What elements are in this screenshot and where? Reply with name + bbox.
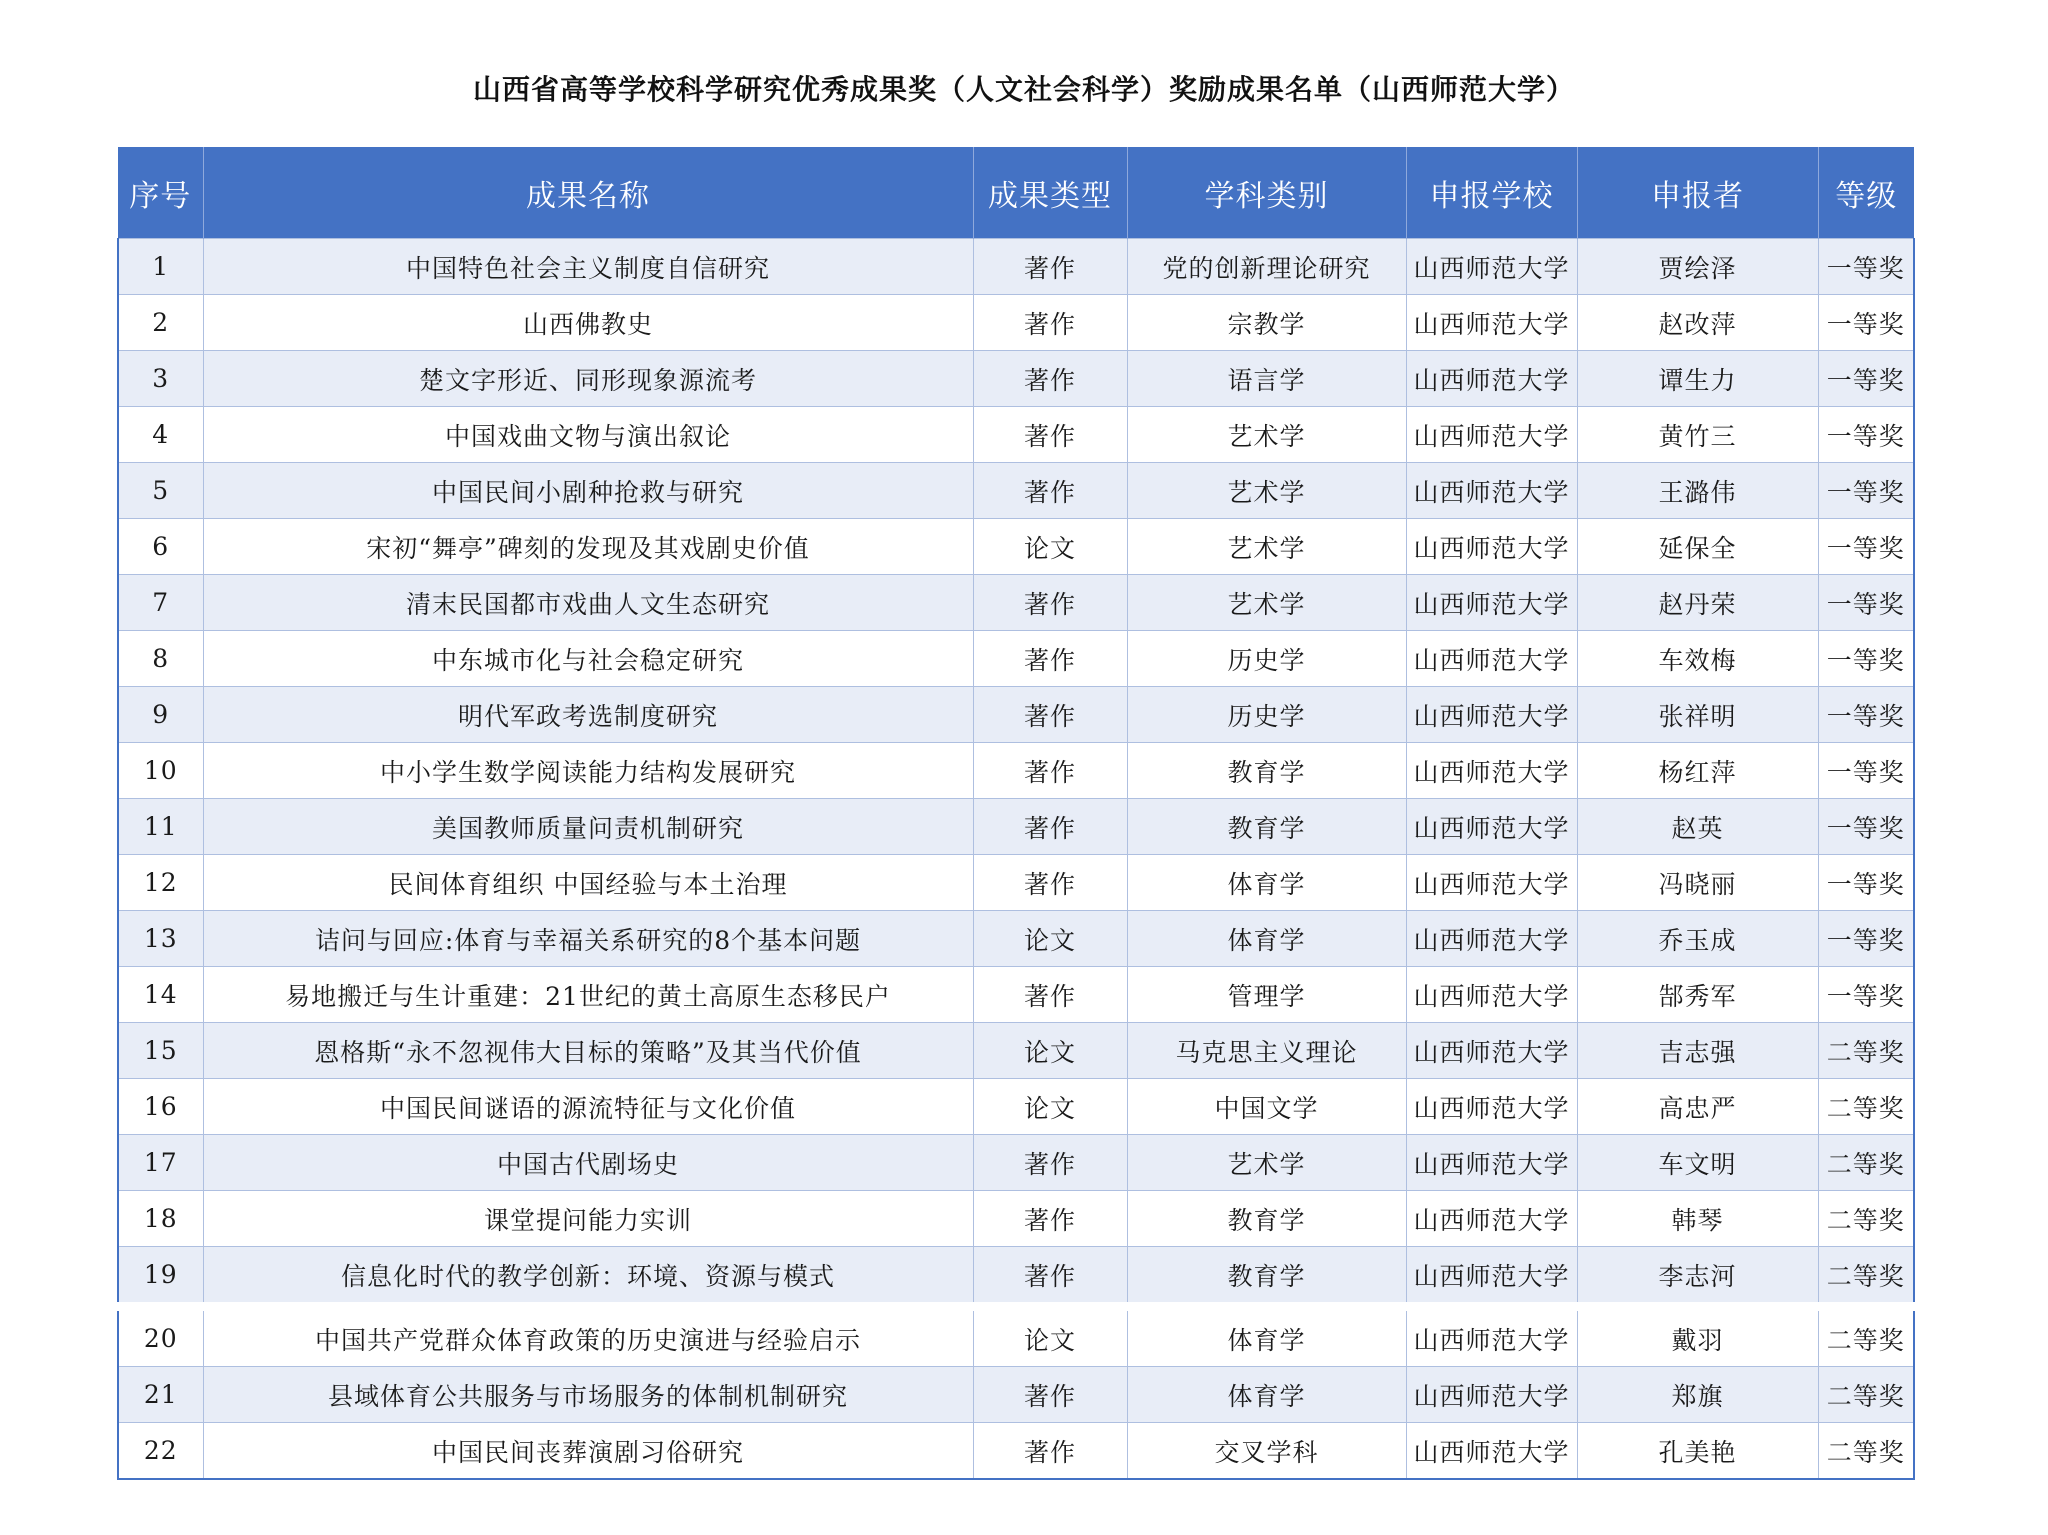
cell-school: 山西师范大学	[1406, 1023, 1577, 1079]
cell-name: 信息化时代的教学创新：环境、资源与模式	[203, 1247, 973, 1307]
cell-discipline: 体育学	[1127, 911, 1406, 967]
cell-level: 一等奖	[1818, 743, 1914, 799]
cell-type: 著作	[973, 855, 1127, 911]
cell-name: 中国民间谜语的源流特征与文化价值	[203, 1079, 973, 1135]
cell-name: 美国教师质量问责机制研究	[203, 799, 973, 855]
cell-level: 一等奖	[1818, 855, 1914, 911]
cell-applicant: 吉志强	[1577, 1023, 1818, 1079]
cell-applicant: 延保全	[1577, 519, 1818, 575]
cell-discipline: 教育学	[1127, 1191, 1406, 1247]
cell-applicant: 赵改萍	[1577, 295, 1818, 351]
cell-type: 著作	[973, 239, 1127, 295]
cell-discipline: 历史学	[1127, 631, 1406, 687]
cell-applicant: 戴羽	[1577, 1307, 1818, 1367]
cell-type: 论文	[973, 1023, 1127, 1079]
table-row	[118, 967, 1914, 1023]
cell-index: 17	[118, 1135, 203, 1191]
cell-type: 著作	[973, 687, 1127, 743]
cell-level: 一等奖	[1818, 967, 1914, 1023]
cell-discipline: 马克思主义理论	[1127, 1023, 1406, 1079]
cell-name: 楚文字形近、同形现象源流考	[203, 351, 973, 407]
table-row	[118, 463, 1914, 519]
cell-discipline: 交叉学科	[1127, 1423, 1406, 1480]
cell-name: 中国特色社会主义制度自信研究	[203, 239, 973, 295]
cell-name: 宋初“舞亭”碑刻的发现及其戏剧史价值	[203, 519, 973, 575]
cell-school: 山西师范大学	[1406, 1135, 1577, 1191]
cell-name: 明代军政考选制度研究	[203, 687, 973, 743]
cell-applicant: 车效梅	[1577, 631, 1818, 687]
cell-level: 二等奖	[1818, 1423, 1914, 1480]
column-header-discipline: 学科类别	[1127, 147, 1406, 239]
cell-applicant: 黄竹三	[1577, 407, 1818, 463]
cell-name: 中国民间丧葬演剧习俗研究	[203, 1423, 973, 1480]
cell-applicant: 赵丹荣	[1577, 575, 1818, 631]
cell-school: 山西师范大学	[1406, 463, 1577, 519]
cell-discipline: 党的创新理论研究	[1127, 239, 1406, 295]
cell-index: 13	[118, 911, 203, 967]
cell-type: 论文	[973, 911, 1127, 967]
cell-name: 中国共产党群众体育政策的历史演进与经验启示	[203, 1307, 973, 1367]
cell-school: 山西师范大学	[1406, 575, 1577, 631]
cell-school: 山西师范大学	[1406, 519, 1577, 575]
cell-index: 16	[118, 1079, 203, 1135]
table-row	[118, 575, 1914, 631]
cell-applicant: 车文明	[1577, 1135, 1818, 1191]
cell-name: 恩格斯“永不忽视伟大目标的策略”及其当代价值	[203, 1023, 973, 1079]
cell-discipline: 教育学	[1127, 743, 1406, 799]
cell-index: 4	[118, 407, 203, 463]
cell-level: 一等奖	[1818, 351, 1914, 407]
cell-school: 山西师范大学	[1406, 239, 1577, 295]
cell-discipline: 体育学	[1127, 855, 1406, 911]
cell-level: 一等奖	[1818, 631, 1914, 687]
cell-name: 中国戏曲文物与演出叙论	[203, 407, 973, 463]
cell-index: 1	[118, 239, 203, 295]
cell-school: 山西师范大学	[1406, 1423, 1577, 1480]
cell-applicant: 冯晓丽	[1577, 855, 1818, 911]
cell-discipline: 艺术学	[1127, 575, 1406, 631]
cell-discipline: 艺术学	[1127, 519, 1406, 575]
cell-discipline: 管理学	[1127, 967, 1406, 1023]
table-row	[118, 1079, 1914, 1135]
column-header-level: 等级	[1818, 147, 1914, 239]
cell-school: 山西师范大学	[1406, 295, 1577, 351]
cell-name: 中东城市化与社会稳定研究	[203, 631, 973, 687]
cell-school: 山西师范大学	[1406, 351, 1577, 407]
table-row	[118, 1247, 1914, 1307]
table-header	[118, 147, 1914, 239]
cell-school: 山西师范大学	[1406, 1247, 1577, 1307]
cell-name: 山西佛教史	[203, 295, 973, 351]
cell-type: 论文	[973, 519, 1127, 575]
cell-index: 7	[118, 575, 203, 631]
table-row	[118, 1307, 1914, 1367]
cell-school: 山西师范大学	[1406, 743, 1577, 799]
cell-level: 二等奖	[1818, 1135, 1914, 1191]
cell-index: 6	[118, 519, 203, 575]
cell-discipline: 体育学	[1127, 1307, 1406, 1367]
cell-name: 诘问与回应:体育与幸福关系研究的8个基本问题	[203, 911, 973, 967]
cell-type: 著作	[973, 407, 1127, 463]
cell-type: 著作	[973, 799, 1127, 855]
column-header-school: 申报学校	[1406, 147, 1577, 239]
cell-type: 著作	[973, 631, 1127, 687]
cell-name: 中国民间小剧种抢救与研究	[203, 463, 973, 519]
cell-name: 中国古代剧场史	[203, 1135, 973, 1191]
cell-type: 著作	[973, 743, 1127, 799]
table-row	[118, 295, 1914, 351]
cell-applicant: 乔玉成	[1577, 911, 1818, 967]
table-row	[118, 1023, 1914, 1079]
cell-applicant: 韩琴	[1577, 1191, 1818, 1247]
cell-discipline: 艺术学	[1127, 1135, 1406, 1191]
table-row	[118, 687, 1914, 743]
cell-index: 2	[118, 295, 203, 351]
cell-school: 山西师范大学	[1406, 967, 1577, 1023]
cell-type: 著作	[973, 1247, 1127, 1307]
cell-type: 著作	[973, 1423, 1127, 1480]
cell-level: 二等奖	[1818, 1247, 1914, 1307]
cell-level: 二等奖	[1818, 1191, 1914, 1247]
cell-type: 著作	[973, 295, 1127, 351]
cell-school: 山西师范大学	[1406, 1367, 1577, 1423]
cell-level: 一等奖	[1818, 519, 1914, 575]
cell-index: 11	[118, 799, 203, 855]
table-row	[118, 519, 1914, 575]
table-row	[118, 1135, 1914, 1191]
cell-type: 著作	[973, 967, 1127, 1023]
cell-school: 山西师范大学	[1406, 407, 1577, 463]
table-row	[118, 239, 1914, 295]
cell-discipline: 体育学	[1127, 1367, 1406, 1423]
cell-discipline: 宗教学	[1127, 295, 1406, 351]
cell-level: 二等奖	[1818, 1079, 1914, 1135]
cell-discipline: 教育学	[1127, 1247, 1406, 1307]
cell-type: 论文	[973, 1307, 1127, 1367]
cell-level: 一等奖	[1818, 463, 1914, 519]
table-row	[118, 631, 1914, 687]
cell-index: 21	[118, 1367, 203, 1423]
cell-name: 清末民国都市戏曲人文生态研究	[203, 575, 973, 631]
header-row	[118, 147, 1914, 239]
cell-level: 一等奖	[1818, 687, 1914, 743]
cell-applicant: 谭生力	[1577, 351, 1818, 407]
cell-applicant: 赵英	[1577, 799, 1818, 855]
cell-applicant: 高忠严	[1577, 1079, 1818, 1135]
cell-level: 二等奖	[1818, 1023, 1914, 1079]
cell-school: 山西师范大学	[1406, 1191, 1577, 1247]
column-header-index: 序号	[118, 147, 203, 239]
cell-type: 著作	[973, 1367, 1127, 1423]
cell-name: 民间体育组织 中国经验与本土治理	[203, 855, 973, 911]
cell-level: 一等奖	[1818, 799, 1914, 855]
cell-applicant: 孔美艳	[1577, 1423, 1818, 1480]
cell-level: 一等奖	[1818, 911, 1914, 967]
cell-index: 14	[118, 967, 203, 1023]
cell-type: 论文	[973, 1079, 1127, 1135]
cell-name: 县域体育公共服务与市场服务的体制机制研究	[203, 1367, 973, 1423]
cell-index: 10	[118, 743, 203, 799]
cell-index: 18	[118, 1191, 203, 1247]
page-title: 山西省高等学校科学研究优秀成果奖（人文社会科学）奖励成果名单（山西师范大学）	[472, 73, 1575, 106]
cell-index: 22	[118, 1423, 203, 1480]
cell-level: 一等奖	[1818, 407, 1914, 463]
cell-name: 易地搬迁与生计重建：21世纪的黄土高原生态移民户	[203, 967, 973, 1023]
column-header-type: 成果类型	[973, 147, 1127, 239]
cell-applicant: 郜秀军	[1577, 967, 1818, 1023]
cell-discipline: 历史学	[1127, 687, 1406, 743]
cell-name: 中小学生数学阅读能力结构发展研究	[203, 743, 973, 799]
cell-index: 12	[118, 855, 203, 911]
cell-school: 山西师范大学	[1406, 1307, 1577, 1367]
cell-applicant: 张祥明	[1577, 687, 1818, 743]
cell-applicant: 贾绘泽	[1577, 239, 1818, 295]
table-row	[118, 407, 1914, 463]
cell-school: 山西师范大学	[1406, 631, 1577, 687]
cell-index: 19	[118, 1247, 203, 1307]
table-row	[118, 799, 1914, 855]
cell-type: 著作	[973, 1191, 1127, 1247]
cell-school: 山西师范大学	[1406, 799, 1577, 855]
cell-level: 二等奖	[1818, 1307, 1914, 1367]
cell-index: 15	[118, 1023, 203, 1079]
cell-index: 8	[118, 631, 203, 687]
cell-applicant: 郑旗	[1577, 1367, 1818, 1423]
table-row	[118, 1191, 1914, 1247]
cell-applicant: 王潞伟	[1577, 463, 1818, 519]
cell-type: 著作	[973, 1135, 1127, 1191]
cell-discipline: 艺术学	[1127, 407, 1406, 463]
cell-applicant: 李志河	[1577, 1247, 1818, 1307]
cell-school: 山西师范大学	[1406, 1079, 1577, 1135]
cell-index: 5	[118, 463, 203, 519]
cell-school: 山西师范大学	[1406, 855, 1577, 911]
table-row	[118, 1367, 1914, 1423]
cell-index: 9	[118, 687, 203, 743]
cell-type: 著作	[973, 463, 1127, 519]
cell-type: 著作	[973, 575, 1127, 631]
cell-level: 二等奖	[1818, 1367, 1914, 1423]
cell-applicant: 杨红萍	[1577, 743, 1818, 799]
table-body	[118, 239, 1914, 1480]
cell-type: 著作	[973, 351, 1127, 407]
cell-level: 一等奖	[1818, 239, 1914, 295]
cell-discipline: 中国文学	[1127, 1079, 1406, 1135]
table-row	[118, 911, 1914, 967]
table-row	[118, 1423, 1914, 1480]
cell-discipline: 语言学	[1127, 351, 1406, 407]
cell-index: 20	[118, 1307, 203, 1367]
table-row	[118, 855, 1914, 911]
cell-discipline: 教育学	[1127, 799, 1406, 855]
cell-school: 山西师范大学	[1406, 687, 1577, 743]
table-row	[118, 743, 1914, 799]
column-header-applicant: 申报者	[1577, 147, 1818, 239]
award-list-table	[117, 147, 1915, 1480]
cell-level: 一等奖	[1818, 295, 1914, 351]
cell-level: 一等奖	[1818, 575, 1914, 631]
cell-name: 课堂提问能力实训	[203, 1191, 973, 1247]
column-header-name: 成果名称	[203, 147, 973, 239]
cell-discipline: 艺术学	[1127, 463, 1406, 519]
table-row	[118, 351, 1914, 407]
cell-index: 3	[118, 351, 203, 407]
cell-school: 山西师范大学	[1406, 911, 1577, 967]
